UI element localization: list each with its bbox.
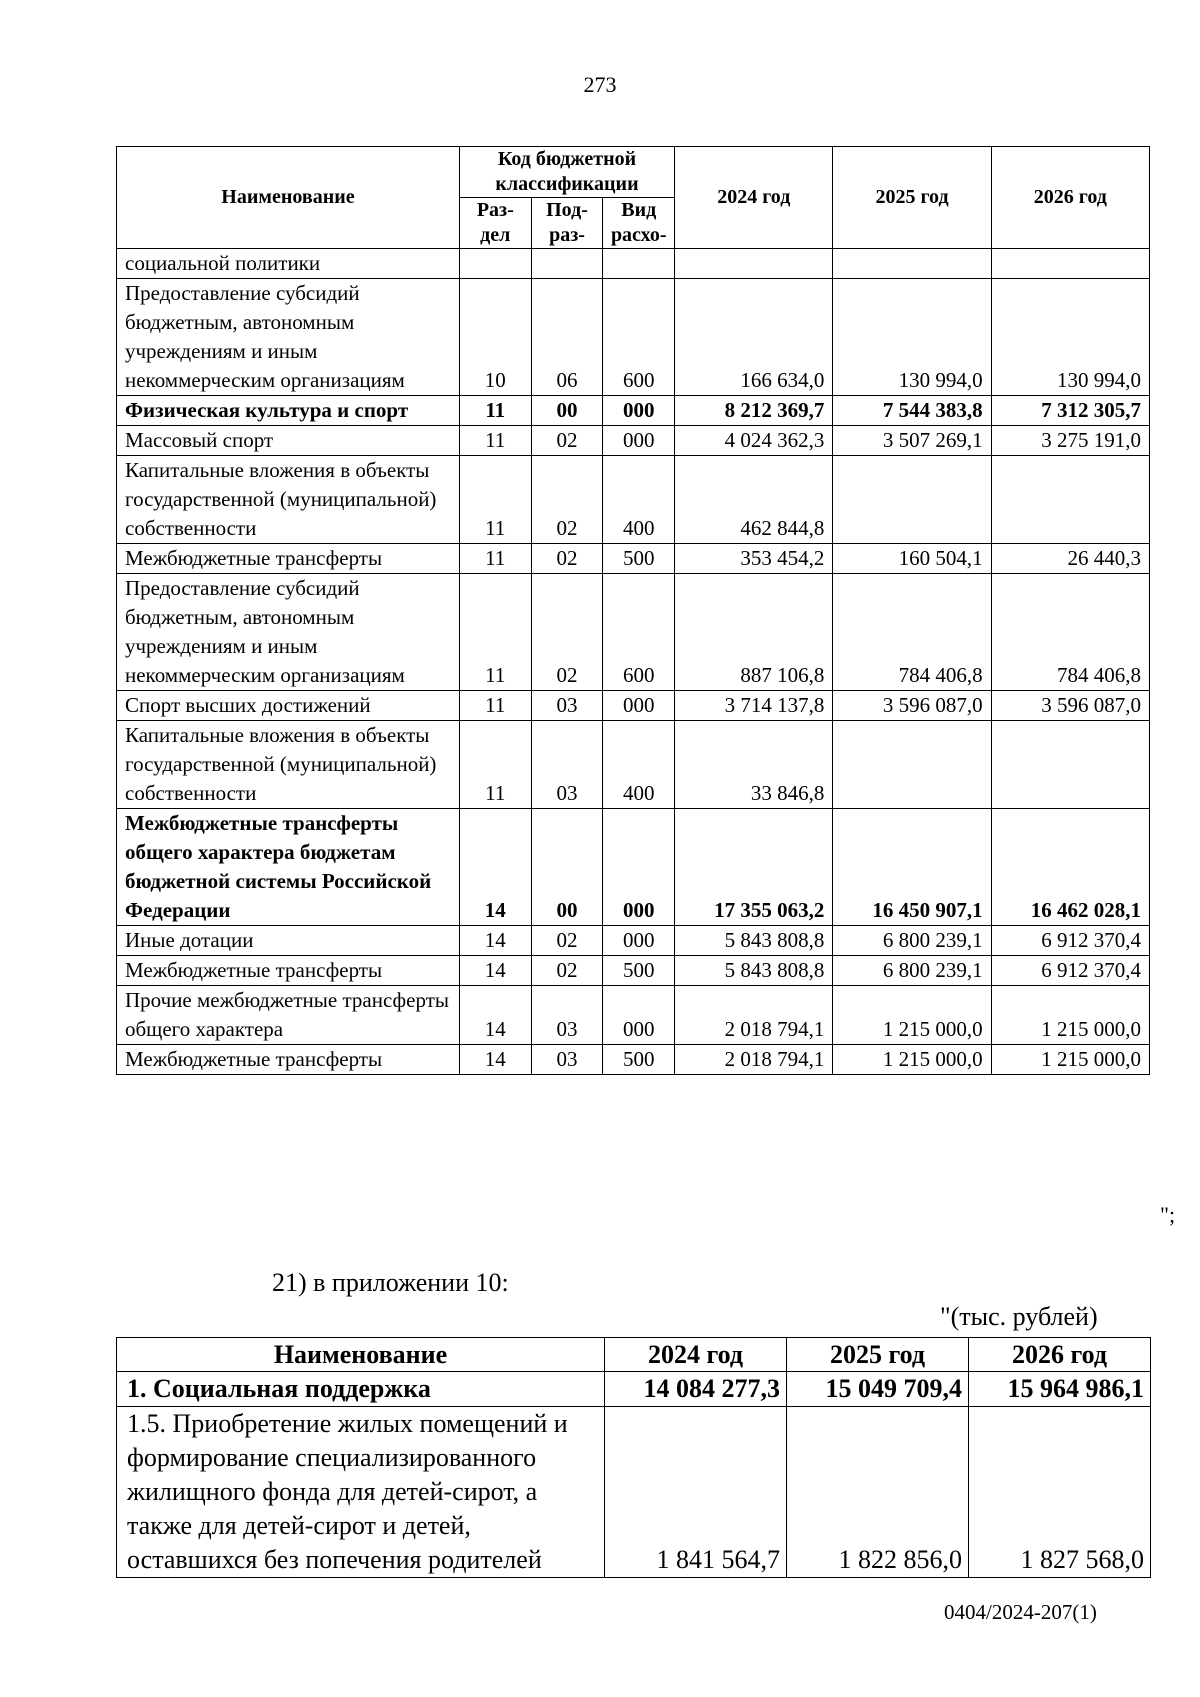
amount-2025 [833, 456, 991, 544]
amount-2024: 14 084 277,3 [605, 1372, 787, 1407]
amount-2025: 6 800 239,1 [833, 926, 991, 956]
amount-2026: 1 827 568,0 [969, 1407, 1151, 1578]
amount-2024: 462 844,8 [675, 456, 833, 544]
section-heading: 21) в приложении 10: [272, 1268, 509, 1297]
amount-2026: 1 215 000,0 [991, 1045, 1149, 1075]
section-code: 11 [459, 691, 531, 721]
section-code: 11 [459, 574, 531, 691]
subsection-code [531, 249, 603, 279]
row-name: Капитальные вложения в объекты государственной (муниципальной) собственности [117, 721, 460, 809]
amount-2026: 130 994,0 [991, 279, 1149, 396]
amount-2025: 784 406,8 [833, 574, 991, 691]
amount-2024: 33 846,8 [675, 721, 833, 809]
amount-2025: 1 215 000,0 [833, 986, 991, 1045]
row-name: 1. Социальная поддержка [117, 1372, 605, 1407]
header-2024: 2024 год [605, 1338, 787, 1372]
amount-2025: 1 822 856,0 [787, 1407, 969, 1578]
expense-type-code: 600 [603, 279, 675, 396]
table-row [117, 249, 1150, 279]
section-code: 14 [459, 956, 531, 986]
subsection-code: 02 [531, 926, 603, 956]
subsection-code: 03 [531, 986, 603, 1045]
subsection-code: 00 [531, 396, 603, 426]
amount-2026: 3 596 087,0 [991, 691, 1149, 721]
amount-2025: 160 504,1 [833, 544, 991, 574]
table-row [117, 809, 1150, 926]
row-name: Межбюджетные трансферты [117, 544, 460, 574]
expense-type-code: 000 [603, 426, 675, 456]
section-code: 14 [459, 809, 531, 926]
row-name: Предоставление субсидий бюджетным, автономным учреждениям и иным некоммерческим организациям [117, 279, 460, 396]
subsection-code: 03 [531, 1045, 603, 1075]
page-number: 273 [583, 72, 617, 97]
amount-2025: 3 596 087,0 [833, 691, 991, 721]
amount-2026 [991, 249, 1149, 279]
expense-type-code: 000 [603, 396, 675, 426]
section-code: 11 [459, 721, 531, 809]
expense-type-code: 000 [603, 926, 675, 956]
expense-type-code [603, 249, 675, 279]
subsection-code: 02 [531, 456, 603, 544]
header-name: Наименование [117, 1338, 605, 1372]
table-row [117, 544, 1150, 574]
table-row [117, 279, 1150, 396]
table-row [117, 456, 1150, 544]
expense-type-code: 400 [603, 721, 675, 809]
subsection-code: 00 [531, 809, 603, 926]
amount-2025: 16 450 907,1 [833, 809, 991, 926]
row-name: Массовый спорт [117, 426, 460, 456]
header-name: Наименование [117, 147, 460, 249]
subsection-code: 03 [531, 691, 603, 721]
budget-table-body [117, 249, 1150, 1075]
table-row [117, 956, 1150, 986]
amount-2024: 2 018 794,1 [675, 986, 833, 1045]
amount-2025: 1 215 000,0 [833, 1045, 991, 1075]
row-name: Физическая культура и спорт [117, 396, 460, 426]
expense-type-code: 600 [603, 574, 675, 691]
amount-2025: 15 049 709,4 [787, 1372, 969, 1407]
units-note: "(тыс. рублей) [940, 1302, 1098, 1331]
expense-type-code: 000 [603, 691, 675, 721]
section-code: 11 [459, 396, 531, 426]
header-2026: 2026 год [969, 1338, 1151, 1372]
row-name: социальной политики [117, 249, 460, 279]
row-name: Межбюджетные трансферты [117, 956, 460, 986]
expense-type-code: 500 [603, 1045, 675, 1075]
section-code: 11 [459, 544, 531, 574]
amount-2025: 6 800 239,1 [833, 956, 991, 986]
header-2025: 2025 год [833, 147, 991, 249]
section-code [459, 249, 531, 279]
amount-2025: 3 507 269,1 [833, 426, 991, 456]
header-subsection: Под-раз- [531, 198, 603, 249]
amount-2024: 4 024 362,3 [675, 426, 833, 456]
amount-2024: 8 212 369,7 [675, 396, 833, 426]
amount-2024: 5 843 808,8 [675, 926, 833, 956]
row-name: Прочие межбюджетные трансферты общего характера [117, 986, 460, 1045]
expense-type-code: 500 [603, 956, 675, 986]
header-section: Раз-дел [459, 198, 531, 249]
expense-type-code: 400 [603, 456, 675, 544]
subsection-code: 02 [531, 426, 603, 456]
header-2024: 2024 год [675, 147, 833, 249]
section-code: 14 [459, 1045, 531, 1075]
section-code: 11 [459, 456, 531, 544]
amount-2026: 3 275 191,0 [991, 426, 1149, 456]
amount-2024: 3 714 137,8 [675, 691, 833, 721]
header-expense-type: Вид расхо- [603, 198, 675, 249]
amount-2025 [833, 721, 991, 809]
subsection-code: 02 [531, 574, 603, 691]
row-name: Капитальные вложения в объекты государственной (муниципальной) собственности [117, 456, 460, 544]
row-name: Межбюджетные трансферты общего характера бюджетам бюджетной системы Российской Федерации [117, 809, 460, 926]
section-code: 10 [459, 279, 531, 396]
section-code: 14 [459, 986, 531, 1045]
amount-2026: 7 312 305,7 [991, 396, 1149, 426]
amount-2025: 130 994,0 [833, 279, 991, 396]
subsection-code: 03 [531, 721, 603, 809]
row-name: Межбюджетные трансферты [117, 1045, 460, 1075]
amount-2024: 5 843 808,8 [675, 956, 833, 986]
amount-2026: 6 912 370,4 [991, 926, 1149, 956]
amount-2024: 17 355 063,2 [675, 809, 833, 926]
table-row [117, 986, 1150, 1045]
document-code: 0404/2024-207(1) [944, 1600, 1097, 1624]
table-row [117, 721, 1150, 809]
table-row [117, 691, 1150, 721]
header-2026: 2026 год [991, 147, 1149, 249]
amount-2024: 1 841 564,7 [605, 1407, 787, 1578]
appendix-10-table [116, 1337, 1151, 1578]
closing-quote: "; [1160, 1202, 1176, 1227]
amount-2024: 2 018 794,1 [675, 1045, 833, 1075]
amount-2026: 1 215 000,0 [991, 986, 1149, 1045]
section-code: 11 [459, 426, 531, 456]
table-row [117, 396, 1150, 426]
row-name: 1.5. Приобретение жилых помещений и формирование специализированного жилищного фонда для детей-сирот, а также для детей-сирот и детей, оставшихся без попечения родителей [117, 1407, 605, 1578]
amount-2024: 166 634,0 [675, 279, 833, 396]
amount-2026: 6 912 370,4 [991, 956, 1149, 986]
expense-type-code: 500 [603, 544, 675, 574]
expense-type-code: 000 [603, 809, 675, 926]
table-row [117, 574, 1150, 691]
table-row [117, 1372, 1151, 1407]
subsection-code: 02 [531, 544, 603, 574]
amount-2026: 15 964 986,1 [969, 1372, 1151, 1407]
header-2025: 2025 год [787, 1338, 969, 1372]
subsection-code: 06 [531, 279, 603, 396]
section-code: 14 [459, 926, 531, 956]
appendix-table-body [117, 1372, 1151, 1578]
budget-classification-table [116, 146, 1150, 1075]
amount-2026 [991, 456, 1149, 544]
amount-2026: 16 462 028,1 [991, 809, 1149, 926]
row-name: Спорт высших достижений [117, 691, 460, 721]
amount-2026: 26 440,3 [991, 544, 1149, 574]
table-row [117, 1045, 1150, 1075]
table-row [117, 426, 1150, 456]
amount-2024 [675, 249, 833, 279]
subsection-code: 02 [531, 956, 603, 986]
amount-2025: 7 544 383,8 [833, 396, 991, 426]
amount-2026: 784 406,8 [991, 574, 1149, 691]
row-name: Предоставление субсидий бюджетным, автономным учреждениям и иным некоммерческим организациям [117, 574, 460, 691]
table-row [117, 1407, 1151, 1578]
amount-2026 [991, 721, 1149, 809]
expense-type-code: 000 [603, 986, 675, 1045]
table-row [117, 926, 1150, 956]
row-name: Иные дотации [117, 926, 460, 956]
amount-2025 [833, 249, 991, 279]
amount-2024: 887 106,8 [675, 574, 833, 691]
header-code-group: Код бюджетной классификации [459, 147, 674, 198]
amount-2024: 353 454,2 [675, 544, 833, 574]
